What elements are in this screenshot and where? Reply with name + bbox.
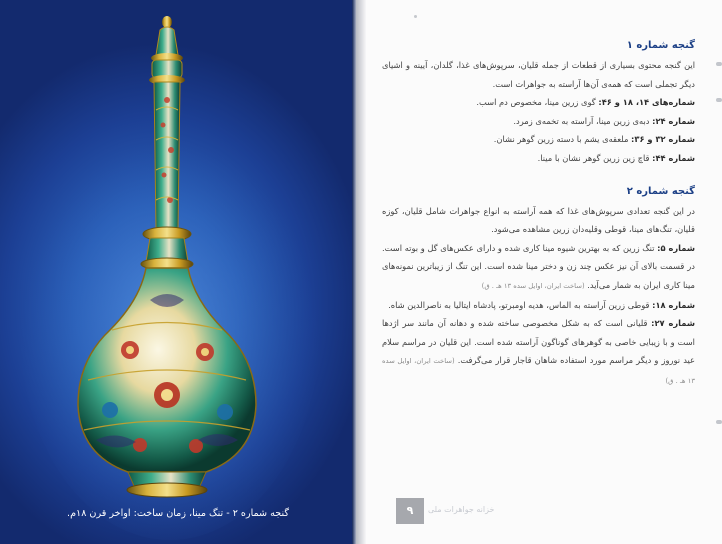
item-label: شماره ۲۴:	[652, 115, 695, 126]
enamel-vase-photo	[0, 0, 356, 544]
section1-intro: این گنجه محتوی بسیاری از قطعات از جمله قلیان، سرپوش‌های غذا، گلدان، آیینه و اشیای دیگر تجملی است که همه‌ی آن‌ها آراسته به جواهرات است.	[382, 60, 695, 89]
page-footer	[396, 498, 495, 524]
section1-item	[382, 112, 695, 131]
item-text: قاچ زین زرین گوهر نشان با مینا.	[537, 152, 650, 163]
section2-item	[382, 239, 695, 296]
item-text: دبه‌ی زرین مینا، آراسته به تخمه‌ی زمرد.	[513, 115, 650, 126]
page-number: ۹	[396, 498, 424, 524]
section1-heading: گنجه شماره ۱	[626, 40, 695, 51]
vase-caption: گنجه شماره ۲ - تنگ مینا، زمان ساخت: اواخر قرن ۱۸م.	[67, 508, 289, 519]
page-edge-mark	[716, 420, 722, 424]
item-text: قوطی زرین آراسته به الماس، هدیه اومبرتو، پادشاه ایتالیا به ناصرالدین شاه.	[388, 299, 650, 310]
right-page	[366, 0, 722, 544]
item-text: ملعقه‌ی یشم با دسته زرین گوهر نشان.	[493, 134, 629, 145]
book-title: خزانه جواهرات ملی	[428, 505, 495, 514]
section1-item	[382, 149, 695, 168]
section2-item	[382, 296, 695, 315]
item-label: شماره ۲۷:	[651, 318, 695, 329]
item-label: شماره ۵:	[657, 242, 696, 253]
section1-item	[382, 93, 695, 112]
item-note: (ساخت ایران، اوایل سده ۱۳ هـ . ق)	[481, 281, 585, 290]
item-text: گوی زرین مینا، مخصوص دم اسب.	[476, 97, 596, 108]
item-label: شماره ۳۲ و ۳۶:	[631, 134, 695, 145]
item-label: شماره ۱۸:	[652, 299, 695, 310]
item-label: شماره‌های ۱۴، ۱۸ و ۴۶:	[598, 97, 695, 108]
left-page	[0, 0, 356, 544]
section-spacer	[382, 168, 695, 182]
item-note: (ساخت ایران، اوایل سده ۱۳ هـ . ق)	[382, 357, 695, 385]
item-text: تنگ زرین که به بهترین شیوه مینا کاری شده و دارای عکس‌های گل و بوته است. در قسمت بالای آن نیز عکس چند زن و دختر مینا شده است. این تنگ از زیباترین نمونه‌های مینا کاری ایران به شمار می‌آید.	[382, 242, 695, 290]
book-gutter	[356, 0, 366, 544]
page-mark	[414, 15, 417, 18]
page-edge-mark	[716, 62, 722, 66]
page-edge-mark	[716, 98, 722, 102]
section2-item	[382, 314, 695, 390]
item-label: شماره ۴۴:	[652, 152, 695, 163]
section1-item	[382, 130, 695, 149]
text-column	[382, 36, 695, 391]
section2-intro: در این گنجه تعدادی سرپوش‌های غذا که همه آراسته به انواع جواهرات شامل قلیان، کوزه قلیان، تنگ‌های مینا، قوطی وقلیه‌دان زرین مشاهده می‌شود.	[382, 205, 695, 235]
section2-heading: گنجه شماره ۲	[626, 185, 695, 197]
item-text: قلیانی است که به شکل مخصوصی ساخته شده و دهانه آن مانند سر اژدها است و با زیبایی خاصی به گوهرهای گوناگون آراسته شده است. این قلیان در مراسم سلام عید نوروز و دیگر مراسم مورد استفاده شاهان قاجار قرار می‌گرفت.	[382, 318, 696, 366]
